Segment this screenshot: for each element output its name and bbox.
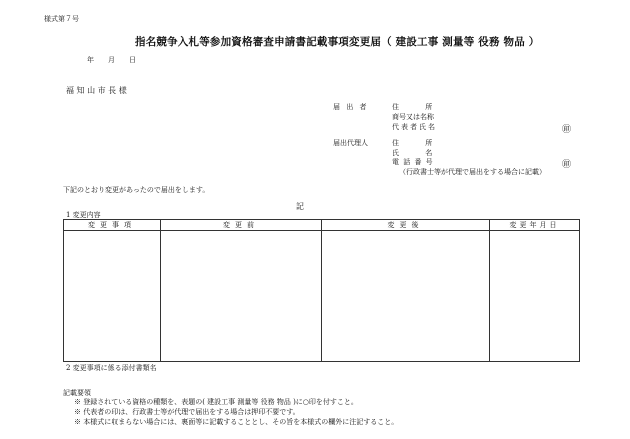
cell-change-item[interactable] bbox=[64, 231, 161, 362]
applicant-heading: 届 出 者 bbox=[333, 103, 369, 111]
agent-address-label: 住 所 bbox=[392, 139, 445, 147]
section-2-heading: 2 変更事項に係る添付書類名 bbox=[66, 364, 157, 372]
header-after: 変更後 bbox=[322, 220, 490, 231]
cell-before[interactable] bbox=[161, 231, 322, 362]
header-change-item: 変更事項 bbox=[64, 220, 161, 231]
form-title: 指名競争入札等参加資格審査申請書記載事項変更届（ 建設工事 測量等 役務 物品 ） bbox=[135, 36, 540, 48]
applicant-rep-label: 代表者氏名 bbox=[392, 123, 437, 131]
date-month-label: 月 bbox=[108, 56, 115, 64]
section-1-heading: 1 変更内容 bbox=[66, 211, 101, 219]
addressee: 福 知 山 市 長 様 bbox=[66, 86, 127, 95]
applicant-company-label: 商号又は名称 bbox=[392, 113, 434, 121]
date-day-label: 日 bbox=[129, 56, 136, 64]
form-number: 様式第７号 bbox=[44, 15, 79, 23]
header-change-date: 変更年月日 bbox=[490, 220, 580, 231]
agent-seal-mark: ㊞ bbox=[562, 160, 572, 170]
applicant-seal-mark: ㊞ bbox=[562, 125, 572, 135]
agent-name-label: 氏 名 bbox=[392, 149, 445, 157]
note-item-1: ※ 登録されている資格の種類を、表題の( 建設工事 測量等 役務 物品 )に○印を付すこと。 bbox=[74, 398, 358, 406]
statement-text: 下記のとおり変更があったので届出をします。 bbox=[63, 186, 210, 194]
changes-table bbox=[63, 219, 580, 362]
applicant-address-label: 住 所 bbox=[392, 103, 445, 111]
header-before: 変更前 bbox=[161, 220, 322, 231]
ki-heading: 記 bbox=[296, 202, 304, 211]
note-item-3: ※ 本様式に収まらない場合には、裏面等に記載することとし、その旨を本様式の欄外に注記すること。 bbox=[74, 418, 399, 426]
cell-after[interactable] bbox=[322, 231, 490, 362]
cell-change-date[interactable] bbox=[490, 231, 580, 362]
date-year-label: 年 bbox=[87, 56, 94, 64]
agent-phone-label: 電 話 番 号 bbox=[392, 158, 434, 166]
note-item-2: ※ 代表者の印は、行政書士等が代理で届出をする場合は押印不要です。 bbox=[74, 408, 300, 416]
agent-note: （行政書士等が代理で届出をする場合に記載） bbox=[399, 168, 546, 176]
agent-heading: 届出代理人 bbox=[333, 139, 368, 147]
notes-heading: 記載要領 bbox=[63, 389, 91, 397]
table-row bbox=[64, 231, 580, 362]
table-header-row bbox=[64, 220, 580, 231]
